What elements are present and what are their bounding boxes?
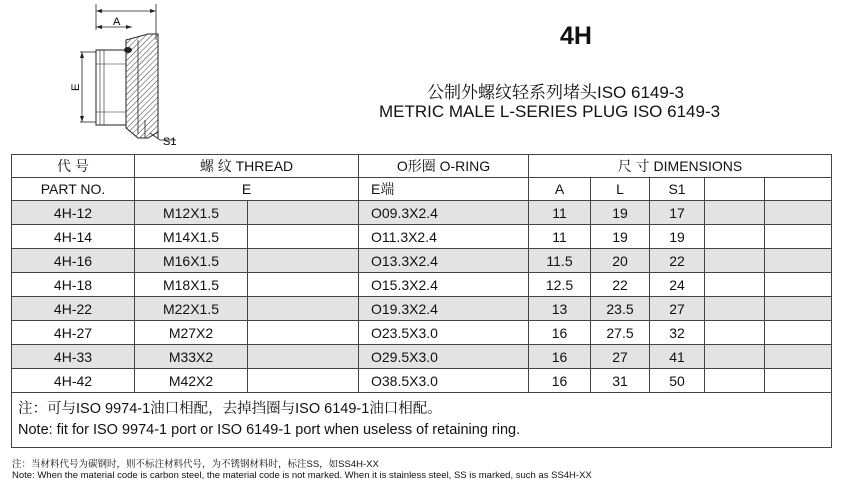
table-row [12, 201, 832, 225]
dimension-e-label: E [70, 83, 82, 91]
row-a: 16 [529, 369, 591, 393]
row-s1: 22 [650, 249, 705, 273]
row-part: 4H-33 [12, 345, 135, 369]
row-l: 27.5 [591, 321, 650, 345]
row-a: 16 [529, 321, 591, 345]
row-oring: O13.3X2.4 [359, 249, 529, 273]
note-chinese: 注：可与ISO 9974-1油口相配，去掉挡圈与ISO 6149-1油口相配。 [18, 401, 442, 417]
table-row [12, 225, 832, 249]
header-col-a: A [529, 178, 591, 201]
dimension-a-label: A [113, 16, 121, 28]
row-oring: O11.3X2.4 [359, 225, 529, 249]
table-row [12, 297, 832, 321]
row-oring: O38.5X3.0 [359, 369, 529, 393]
header-thread-e: E [135, 178, 359, 201]
header-oring: O形圈 O-RING [359, 155, 529, 178]
header-part-en: PART NO. [12, 178, 135, 201]
row-thread: M42X2 [135, 369, 248, 393]
title-chinese: 公制外螺纹轻系列堵头ISO 6149-3 [427, 83, 684, 102]
row-thread: M18X1.5 [135, 273, 248, 297]
row-a: 11 [529, 225, 591, 249]
product-code: 4H [560, 22, 592, 50]
table-row [12, 273, 832, 297]
row-l: 31 [591, 369, 650, 393]
dimension-s1-label: S1 [163, 136, 177, 148]
row-a: 16 [529, 345, 591, 369]
row-s1: 32 [650, 321, 705, 345]
row-l: 27 [591, 345, 650, 369]
row-a: 11 [529, 201, 591, 225]
note-english: Note: fit for ISO 9974-1 port or ISO 6149-1 port when useless of retaining ring. [18, 422, 521, 438]
table-row [12, 369, 832, 393]
row-thread: M22X1.5 [135, 297, 248, 321]
header-thread: 螺 纹 THREAD [135, 155, 359, 178]
footnote-english: Note: When the material code is carbon steel, the material code is not marked. When it is stainless steel, SS is marked, such as SS4H-XX [12, 470, 592, 481]
row-part: 4H-42 [12, 369, 135, 393]
row-thread: M27X2 [135, 321, 248, 345]
footnote-chinese: 注：当材料代号为碳钢时，则不标注材料代号，为不锈钢材料时，标注SS，如SS4H-XX [12, 459, 379, 470]
header-col-s1: S1 [650, 178, 705, 201]
table-note [12, 393, 832, 448]
row-part: 4H-12 [12, 201, 135, 225]
row-s1: 50 [650, 369, 705, 393]
row-thread: M14X1.5 [135, 225, 248, 249]
row-s1: 19 [650, 225, 705, 249]
row-a: 12.5 [529, 273, 591, 297]
row-oring: O15.3X2.4 [359, 273, 529, 297]
row-part: 4H-22 [12, 297, 135, 321]
row-s1: 27 [650, 297, 705, 321]
row-l: 22 [591, 273, 650, 297]
row-part: 4H-14 [12, 225, 135, 249]
row-s1: 24 [650, 273, 705, 297]
row-thread: M33X2 [135, 345, 248, 369]
row-oring: O19.3X2.4 [359, 297, 529, 321]
header-col-l: L [591, 178, 650, 201]
table-row [12, 249, 832, 273]
row-part: 4H-27 [12, 321, 135, 345]
header-dimensions: 尺 寸 DIMENSIONS [529, 155, 832, 178]
row-part: 4H-16 [12, 249, 135, 273]
row-l: 23.5 [591, 297, 650, 321]
row-oring: O23.5X3.0 [359, 321, 529, 345]
header-part-cn: 代 号 [12, 155, 135, 178]
row-part: 4H-18 [12, 273, 135, 297]
row-s1: 41 [650, 345, 705, 369]
row-thread: M12X1.5 [135, 201, 248, 225]
row-a: 13 [529, 297, 591, 321]
row-l: 20 [591, 249, 650, 273]
row-s1: 17 [650, 201, 705, 225]
table-row [12, 345, 832, 369]
row-l: 19 [591, 225, 650, 249]
header-oring-e: E端 [359, 178, 529, 201]
row-l: 19 [591, 201, 650, 225]
row-oring: O09.3X2.4 [359, 201, 529, 225]
plug-technical-drawing [60, 0, 190, 150]
spec-table [11, 154, 832, 448]
row-oring: O29.5X3.0 [359, 345, 529, 369]
row-a: 11.5 [529, 249, 591, 273]
table-row [12, 321, 832, 345]
title-english: METRIC MALE L-SERIES PLUG ISO 6149-3 [379, 102, 721, 121]
row-thread: M16X1.5 [135, 249, 248, 273]
